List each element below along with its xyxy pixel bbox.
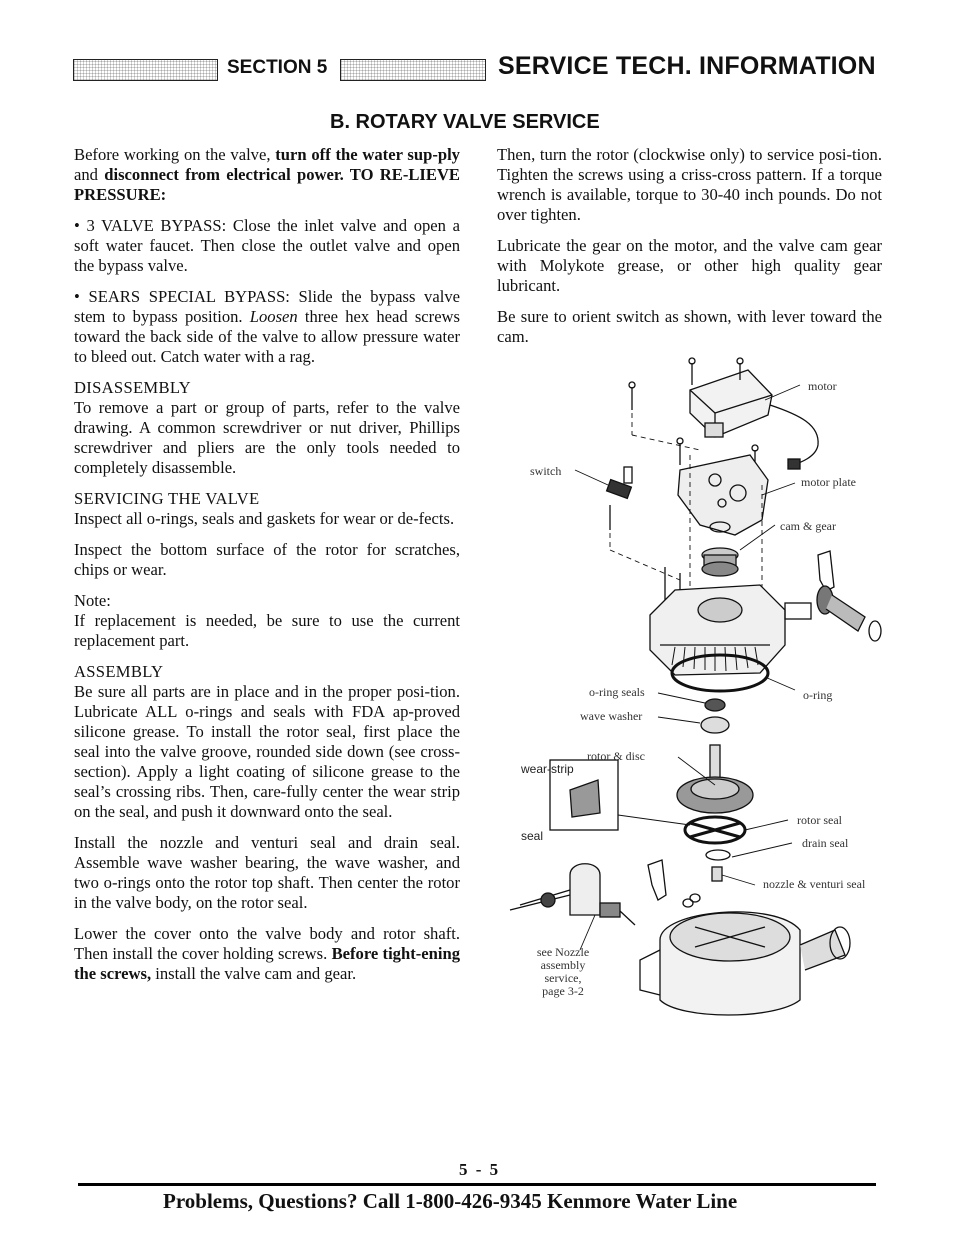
- footer-text: Problems, Questions? Call 1-800-426-9345 Kenmore Water Line: [163, 1189, 738, 1213]
- label-rotor-seal: rotor seal: [797, 813, 842, 827]
- o-ring-seals: [705, 699, 725, 711]
- lower-paragraph: Lower the cover onto the valve body and rotor shaft. Then install the cover holding screws. Before tight-ening the screws, install the valve cam and gear.: [74, 924, 460, 983]
- servicing-paragraph-1: Inspect all o-rings, seals and gaskets for wear or de-fects.: [74, 509, 455, 528]
- right-column: [497, 145, 882, 358]
- rotor-seal-part: [685, 817, 745, 843]
- note-paragraph: If replacement is needed, be sure to use the current replacement part.: [74, 611, 460, 650]
- clip-part: [818, 551, 834, 591]
- disassembly-heading: DISASSEMBLY: [74, 378, 191, 397]
- valve-body-part: [640, 912, 850, 1015]
- bypass3-paragraph: • 3 VALVE BYPASS: Close the inlet valve and open a soft water faucet. Then close the outlet valve and open the bypass valve.: [74, 216, 460, 275]
- label-switch: switch: [530, 464, 562, 478]
- label-drain-seal: drain seal: [802, 836, 849, 850]
- nozzle-venturi-seal: [712, 867, 722, 881]
- label-wave-washer: wave washer: [580, 709, 643, 723]
- servicing-paragraph-2: Inspect the bottom surface of the rotor for scratches, chips or wear.: [74, 540, 460, 579]
- note-heading: Note:: [74, 591, 111, 610]
- disassembly-paragraph: To remove a part or group of parts, refer to the valve drawing. A common screwdriver or nut driver, Phillips screwdriver and pliers are the only tools needed to completely disassemble.: [74, 398, 460, 477]
- page-number: 5 - 5: [459, 1160, 501, 1179]
- small-ring-2: [690, 894, 700, 902]
- label-o-ring: o-ring: [803, 688, 833, 702]
- intro-paragraph: Before working on the valve, turn off the water sup-ply and disconnect from electrical power. TO RE-LIEVE PRESSURE:: [74, 145, 460, 204]
- header-hatch-right: [340, 59, 486, 81]
- switch-part: [607, 467, 632, 530]
- footer-rule: [78, 1183, 876, 1186]
- lubricate-paragraph: Lubricate the gear on the motor, and the valve cam gear with Molykote grease, or other high quality gear lubricant.: [497, 236, 882, 295]
- assembly-paragraph: Be sure all parts are in place and in the proper posi-tion. Lubricate ALL o-rings and seals with FDA ap-proved silicone grease. To install the rotor seal, first place the seal into the valve groove, rounded side down (see cross-section). Apply a light coating of silicone grease to the seal’s crossing ribs. Then, care-fully center the wear strip on the seal, and push it downward onto the seal.: [74, 682, 460, 821]
- header-hatch-left: [73, 59, 218, 81]
- label-nozzle-venturi: nozzle & venturi seal: [763, 877, 866, 891]
- sears-paragraph: • SEARS SPECIAL BYPASS: Slide the bypass valve stem to bypass position. Loosen three hex head screws toward the back side of the valve to allow pressure water to bleed out. Catch water with a rag.: [74, 287, 460, 366]
- small-ring-1: [683, 899, 693, 907]
- label-wear-strip: wear-strip: [521, 762, 574, 776]
- label-o-ring-seals: o-ring seals: [589, 685, 645, 699]
- motor-plate-part: [678, 455, 768, 535]
- rotor-disc-part: [677, 745, 753, 813]
- valve-cover-part: [650, 585, 811, 675]
- nozzle-assembly-part: [510, 864, 635, 925]
- label-see-nozzle: see Nozzle assembly service, page 3-2: [536, 945, 590, 998]
- clip-part-2: [648, 860, 666, 900]
- page-title: SERVICE TECH. INFORMATION: [498, 52, 876, 80]
- wave-washer: [701, 717, 729, 733]
- servicing-heading: SERVICING THE VALVE: [74, 489, 260, 508]
- label-motor: motor: [808, 379, 837, 393]
- label-cam-gear: cam & gear: [780, 519, 836, 533]
- assembly-heading: ASSEMBLY: [74, 662, 164, 681]
- left-column: [74, 145, 460, 995]
- label-motor-plate: motor plate: [801, 475, 856, 489]
- section-subtitle: B. ROTARY VALVE SERVICE: [330, 111, 600, 133]
- drain-seal: [706, 850, 730, 860]
- bypass-fitting: [817, 586, 881, 641]
- install-paragraph: Install the nozzle and venturi seal and drain seal. Assemble wave washer bearing, the wave washer, and two o-rings onto the rotor top shaft. Then center the rotor in the valve body, on the rotor seal.: [74, 833, 460, 912]
- section-label: SECTION 5: [227, 57, 328, 78]
- motor-part: [690, 370, 818, 469]
- rotor-paragraph: Then, turn the rotor (clockwise only) to service posi-tion. Tighten the screws using a criss-cross pattern. If a torque wrench is available, torque to 30-40 inch pounds. Do not over tighten.: [497, 145, 882, 224]
- label-seal: seal: [521, 829, 544, 843]
- label-rotor-disc: rotor & disc: [587, 749, 645, 763]
- switch-orient-paragraph: Be sure to orient switch as shown, with lever toward the cam.: [497, 307, 882, 346]
